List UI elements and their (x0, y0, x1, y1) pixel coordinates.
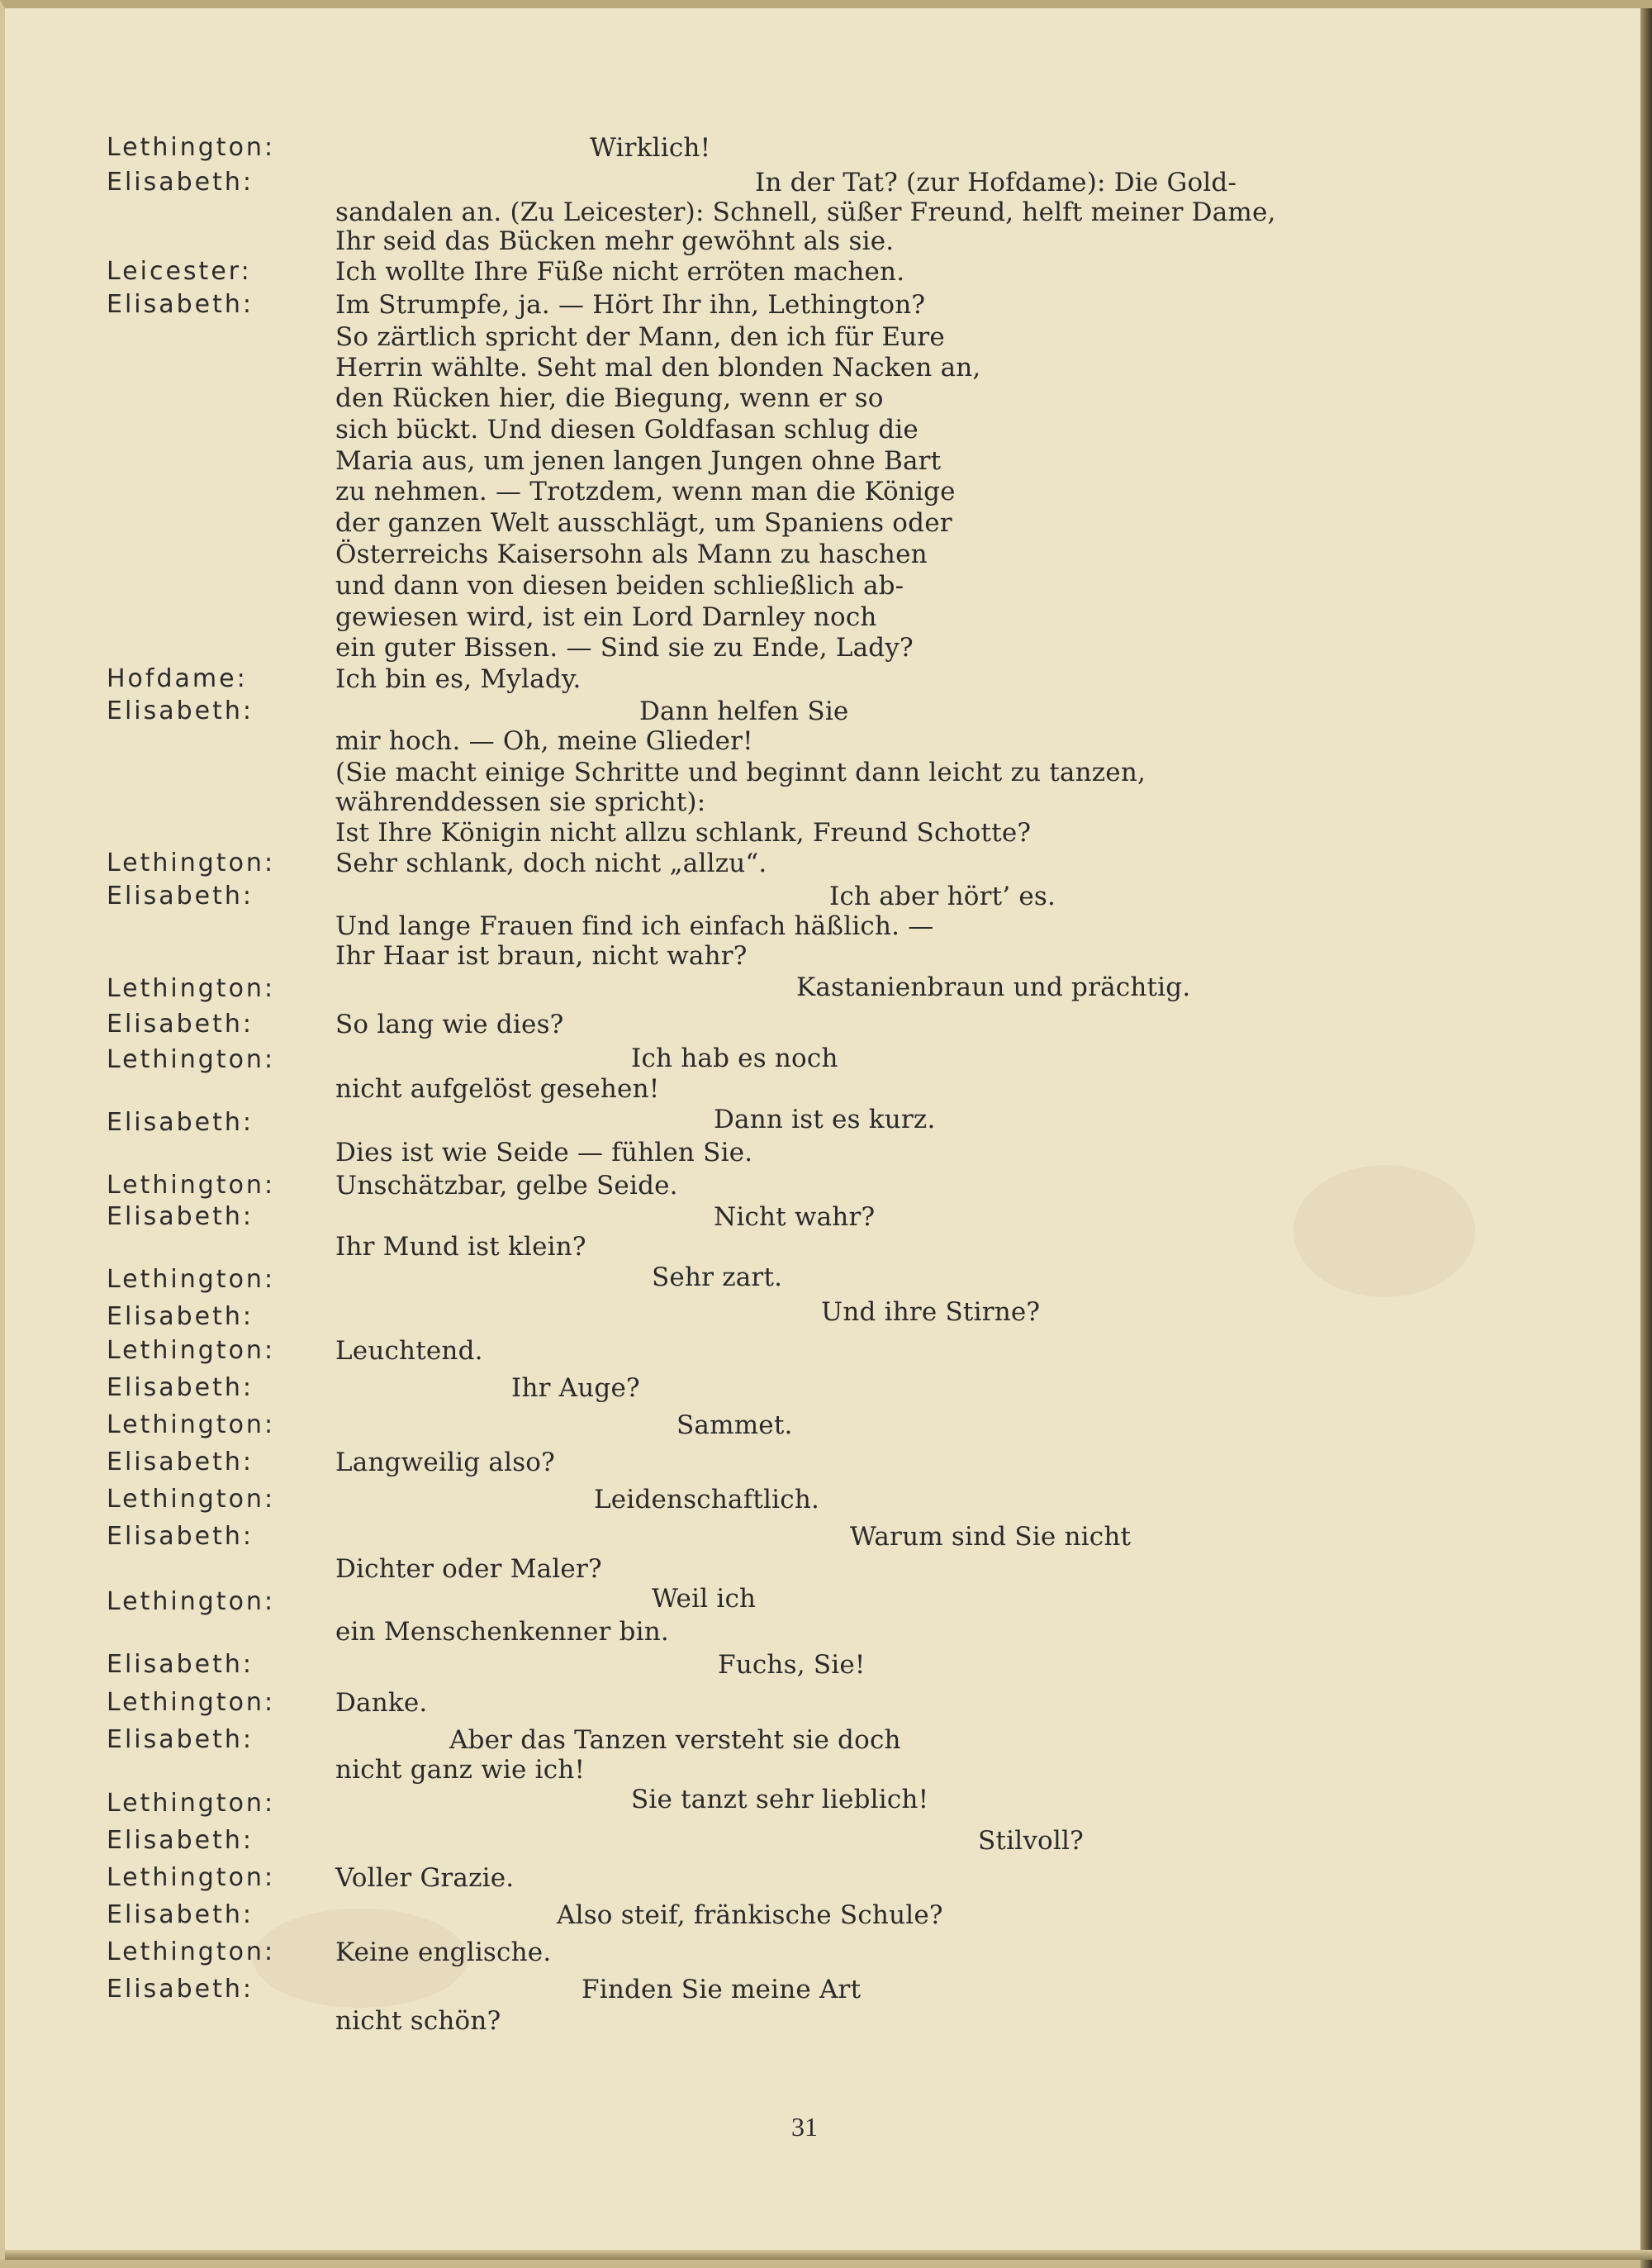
speaker-name: Lethington: (107, 849, 276, 877)
page-bottom-edge (5, 2250, 1652, 2260)
dialogue-line: Und ihre Stirne? (821, 1297, 1041, 1327)
dialogue-line: und dann von diesen beiden schließlich ab- (335, 571, 904, 601)
speaker-name: Leicester: (107, 257, 252, 286)
dialogue-line: nicht ganz wie ich! (335, 1755, 586, 1785)
speaker-name: Lethington: (107, 1336, 276, 1365)
dialogue-line: Ihr Haar ist braun, nicht wahr? (335, 941, 748, 971)
speaker-name: Elisabeth: (107, 168, 254, 197)
dialogue-line: Langweilig also? (335, 1448, 555, 1477)
dialogue-line: zu nehmen. — Trotzdem, wenn man die Könige (335, 477, 956, 506)
speaker-name: Lethington: (107, 1045, 276, 1074)
dialogue-line: Ist Ihre Königin nicht allzu schlank, Freund Schotte? (335, 818, 1032, 848)
dialogue-line: So zärtlich spricht der Mann, den ich für Eure (335, 322, 945, 352)
paper-stain (1294, 1165, 1475, 1297)
dialogue-line: Ich hab es noch (631, 1044, 838, 1073)
dialogue-line: (Sie macht einige Schritte und beginnt dann leicht zu tanzen, (335, 758, 1146, 787)
dialogue-line: gewiesen wird, ist ein Lord Darnley noch (335, 602, 877, 632)
dialogue-line: Herrin wählte. Seht mal den blonden Nacken an, (335, 353, 981, 383)
dialogue-line: mir hoch. — Oh, meine Glieder! (335, 726, 753, 756)
dialogue-line: In der Tat? (zur Hofdame): Die Gold- (755, 168, 1237, 197)
dialogue-line: Maria aus, um jenen langen Jungen ohne Bart (335, 446, 942, 476)
dialogue-line: Ich aber hört’ es. (829, 882, 1056, 911)
dialogue-line: Dichter oder Maler? (335, 1554, 602, 1584)
speaker-name: Lethington: (107, 1265, 276, 1294)
speaker-name: Elisabeth: (107, 1522, 254, 1551)
speaker-name: Elisabeth: (107, 1975, 254, 2004)
dialogue-line: Nicht wahr? (714, 1202, 876, 1232)
speaker-name: Lethington: (107, 1863, 276, 1892)
dialogue-line: Unschätzbar, gelbe Seide. (335, 1171, 678, 1201)
speaker-name: Lethington: (107, 1410, 276, 1439)
speaker-name: Lethington: (107, 1938, 276, 1966)
dialogue-line: Leuchtend. (335, 1336, 483, 1366)
dialogue-line: Österreichs Kaisersohn als Mann zu haschen (335, 540, 928, 569)
dialogue-line: der ganzen Welt ausschlägt, um Spaniens oder (335, 508, 952, 538)
speaker-name: Elisabeth: (107, 1373, 254, 1402)
speaker-name: Lethington: (107, 974, 276, 1003)
dialogue-line: Wirklich! (590, 133, 711, 163)
dialogue-line: Finden Sie meine Art (582, 1975, 862, 2004)
speaker-name: Lethington: (107, 1171, 276, 1200)
dialogue-line: sich bückt. Und diesen Goldfasan schlug die (335, 415, 919, 445)
dialogue-line: Ihr Auge? (511, 1373, 640, 1403)
speaker-name: Elisabeth: (107, 290, 254, 319)
dialogue-line: den Rücken hier, die Biegung, wenn er so (335, 383, 884, 413)
dialogue-line: Und lange Frauen find ich einfach häßlich. — (335, 911, 934, 941)
speaker-name: Lethington: (107, 1485, 276, 1514)
speaker-name: Elisabeth: (107, 1010, 254, 1039)
dialogue-line: Aber das Tanzen versteht sie doch (449, 1725, 901, 1755)
speaker-name: Elisabeth: (107, 1302, 254, 1331)
dialogue-line: sandalen an. (Zu Leicester): Schnell, süßer Freund, helft meiner Dame, (335, 197, 1276, 227)
dialogue-line: Sammet. (676, 1410, 793, 1440)
dialogue-line: Ich bin es, Mylady. (335, 664, 582, 694)
dialogue-line: Sehr schlank, doch nicht „allzu“. (335, 849, 767, 878)
dialogue-line: währenddessen sie spricht): (335, 787, 706, 817)
speaker-name: Elisabeth: (107, 882, 254, 911)
dialogue-line: nicht schön? (335, 2006, 501, 2036)
dialogue-line: Also steif, fränkische Schule? (557, 1900, 943, 1930)
dialogue-line: Ihr Mund ist klein? (335, 1232, 586, 1262)
dialogue-line: Ihr seid das Bücken mehr gewöhnt als sie. (335, 226, 895, 256)
page-gutter-shadow (1640, 8, 1652, 2268)
dialogue-line: So lang wie dies? (335, 1010, 564, 1039)
dialogue-line: Sehr zart. (652, 1262, 783, 1292)
dialogue-line: Stilvoll? (978, 1826, 1084, 1856)
speaker-name: Elisabeth: (107, 1202, 254, 1231)
dialogue-line: Im Strumpfe, ja. — Hört Ihr ihn, Lethington? (335, 290, 926, 320)
page-number: 31 (791, 2112, 818, 2142)
dialogue-line: Dann helfen Sie (639, 697, 849, 726)
dialogue-line: Keine englische. (335, 1938, 552, 1967)
speaker-name: Elisabeth: (107, 1448, 254, 1476)
dialogue-line: Sie tanzt sehr lieblich! (631, 1785, 929, 1814)
speaker-name: Elisabeth: (107, 697, 254, 725)
dialogue-line: nicht aufgelöst gesehen! (335, 1074, 660, 1104)
dialogue-line: Voller Grazie. (335, 1863, 515, 1893)
dialogue-line: Dies ist wie Seide — fühlen Sie. (335, 1138, 753, 1167)
dialogue-line: Dann ist es kurz. (714, 1105, 936, 1134)
dialogue-line: Warum sind Sie nicht (850, 1522, 1132, 1552)
speaker-name: Lethington: (107, 1789, 276, 1818)
dialogue-line: Ich wollte Ihre Füße nicht erröten machen. (335, 257, 905, 287)
speaker-name: Hofdame: (107, 664, 248, 693)
dialogue-line: ein guter Bissen. — Sind sie zu Ende, Lady? (335, 633, 914, 663)
dialogue-line: Fuchs, Sie! (718, 1650, 866, 1680)
speaker-name: Lethington: (107, 1587, 276, 1616)
speaker-name: Elisabeth: (107, 1826, 254, 1855)
dialogue-line: Leidenschaftlich. (594, 1485, 820, 1514)
dialogue-line: Danke. (335, 1688, 428, 1718)
speaker-name: Elisabeth: (107, 1900, 254, 1929)
speaker-name: Elisabeth: (107, 1108, 254, 1137)
dialogue-line: ein Menschenkenner bin. (335, 1617, 669, 1647)
speaker-name: Elisabeth: (107, 1725, 254, 1754)
speaker-name: Lethington: (107, 1688, 276, 1717)
dialogue-line: Weil ich (652, 1584, 757, 1614)
dialogue-line: Kastanienbraun und prächtig. (796, 972, 1191, 1002)
speaker-name: Elisabeth: (107, 1650, 254, 1679)
speaker-name: Lethington: (107, 133, 276, 162)
